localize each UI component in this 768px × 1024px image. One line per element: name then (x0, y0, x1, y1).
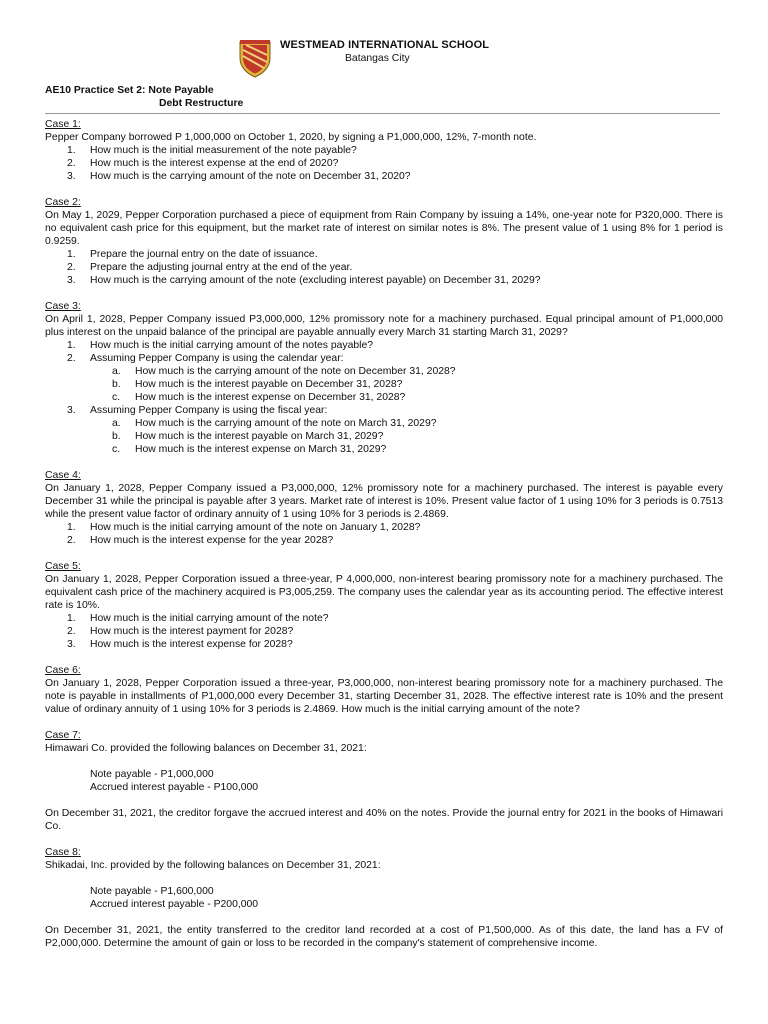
sub-list-item: b. How much is the interest payable on March 31, 2029? (112, 431, 384, 442)
list-item: 3. Assuming Pepper Company is using the fiscal year: a. How much is the carrying amount of the note on March 31, 2029? b. How much is the interest payable on March 31, 2029? c. How much is the interest expense on March 31, 2029? (45, 404, 723, 456)
case-text: On May 1, 2029, Pepper Corporation purchased a piece of equipment from Rain Company by issuing a 14%, one-year note for P320,000. There is no equivalent cash price for this equipment, but the market rate of interest on similar notes is 8%. The present value of 1 using 8% for 1 period is 0.9259. (45, 210, 723, 247)
title-line-1: AE10 Practice Set 2: Note Payable (45, 85, 214, 96)
document-title (45, 84, 243, 110)
sub-question-list (90, 417, 723, 456)
list-item: 2. Prepare the adjusting journal entry at the end of the year. (67, 262, 353, 273)
case-1 (45, 118, 723, 183)
case-7 (45, 729, 723, 833)
question-list (45, 144, 723, 183)
case-label: Case 2: (45, 197, 81, 208)
case-label: Case 3: (45, 301, 81, 312)
sub-list-item: a. How much is the carrying amount of the note on March 31, 2029? (112, 418, 437, 429)
case-label: Case 4: (45, 470, 81, 481)
case-5 (45, 560, 723, 651)
list-item: 2. Assuming Pepper Company is using the calendar year: a. How much is the carrying amount of the note on December 31, 2028? b. How much is the interest payable on December 31, 2028? c. How much is the interest expense on December 31, 2028? (45, 352, 723, 404)
question-list (45, 248, 723, 287)
question-list (45, 612, 723, 651)
case-2 (45, 196, 723, 287)
school-name: WESTMEAD INTERNATIONAL SCHOOL (280, 39, 490, 51)
case-text: On December 31, 2021, the creditor forgave the accrued interest and 40% on the notes. Provide the journal entry for 2021 in the books of Himawari Co. (45, 808, 723, 832)
sub-list-item: b. How much is the interest payable on December 31, 2028? (112, 379, 403, 390)
list-item: 2. How much is the interest expense at the end of 2020? (67, 158, 339, 169)
list-item: 1. How much is the initial carrying amount of the notes payable? (67, 340, 374, 351)
title-line-2: Debt Restructure (159, 98, 244, 109)
case-text: On January 1, 2028, Pepper Corporation issued a three-year, P3,000,000, non-interest bearing promissory note for a machinery purchased. The note is payable in installments of P1,000,000 every December 31, starting December 31, 2028. The effective interest rate is 10% and the present value of ordinary annuity of 1 using 10% for 3 periods is 2.4869. How much is the initial carrying amount of the note? (45, 678, 723, 715)
case-text: On January 1, 2028, Pepper Company issued a P3,000,000, 12% promissory note for a machinery purchased. The interest is payable every December 31 while the principal is payable after 3 years. Market rate of interest is 10%. Present value factor of 1 using 10% for 3 periods is 0.7513 while the present value factor of ordinary annuity of 1 using 10% for 3 periods is 2.4869. (45, 483, 723, 520)
list-item: 1. How much is the initial carrying amount of the note on January 1, 2028? (67, 522, 421, 533)
sub-list-item: c. How much is the interest expense on December 31, 2028? (112, 392, 406, 403)
case-label: Case 1: (45, 119, 81, 130)
case-text: Pepper Company borrowed P 1,000,000 on October 1, 2020, by signing a P1,000,000, 12%, 7-month note. (45, 132, 537, 143)
question-list (45, 339, 723, 456)
document-body (45, 118, 723, 950)
list-item: 1. Prepare the journal entry on the date of issuance. (67, 249, 318, 260)
case-label: Case 8: (45, 847, 81, 858)
question-list (45, 521, 723, 547)
balance-accrued-interest: Accrued interest payable - P100,000 (90, 782, 259, 793)
list-item: 3. How much is the interest expense for 2028? (67, 639, 293, 650)
sub-list-item: c. How much is the interest expense on March 31, 2029? (112, 444, 387, 455)
balance-accrued-interest: Accrued interest payable - P200,000 (90, 899, 259, 910)
case-intro: Shikadai, Inc. provided by the following balances on December 31, 2021: (45, 860, 381, 871)
list-item: 1. How much is the initial measurement of the note payable? (67, 145, 357, 156)
case-text: On January 1, 2028, Pepper Corporation issued a three-year, P 4,000,000, non-interest bearing promissory note for a machinery purchased. The equivalent cash price of the machinery acquired is P3,005,259. The company uses the calendar year as its accounting period. The effective interest rate is 10%. (45, 574, 723, 611)
page-header (0, 38, 768, 82)
case-text: On April 1, 2028, Pepper Company issued P3,000,000, 12% promissory note for a machinery purchased. Equal principal amount of P1,000,000 plus interest on the unpaid balance of the principal are payable annually every March 31 starting March 31, 2029? (45, 314, 723, 338)
balance-note-payable: Note payable - P1,000,000 (90, 769, 214, 780)
case-6 (45, 664, 723, 716)
case-text: On December 31, 2021, the entity transferred to the creditor land recorded at a cost of P1,500,000. As of this date, the land has a FV of P2,000,000. Determine the amount of gain or loss to be recorded in the company's statement of comprehensive income. (45, 925, 723, 949)
school-crest-icon (238, 38, 272, 78)
case-4 (45, 469, 723, 547)
case-8 (45, 846, 723, 950)
sub-list-item: a. How much is the carrying amount of the note on December 31, 2028? (112, 366, 456, 377)
case-label: Case 7: (45, 730, 81, 741)
list-item: 2. How much is the interest payment for 2028? (67, 626, 294, 637)
list-item: 1. How much is the initial carrying amount of the note? (67, 613, 329, 624)
case-label: Case 6: (45, 665, 81, 676)
case-label: Case 5: (45, 561, 81, 572)
school-city: Batangas City (345, 53, 410, 64)
case-3 (45, 300, 723, 456)
sub-question-list (90, 365, 723, 404)
list-item: 3. How much is the carrying amount of the note (excluding interest payable) on December 31, 2029? (67, 275, 541, 286)
balance-note-payable: Note payable - P1,600,000 (90, 886, 214, 897)
title-divider (45, 113, 720, 114)
case-intro: Himawari Co. provided the following balances on December 31, 2021: (45, 743, 367, 754)
list-item: 2. How much is the interest expense for the year 2028? (67, 535, 334, 546)
list-item: 3. How much is the carrying amount of the note on December 31, 2020? (67, 171, 411, 182)
